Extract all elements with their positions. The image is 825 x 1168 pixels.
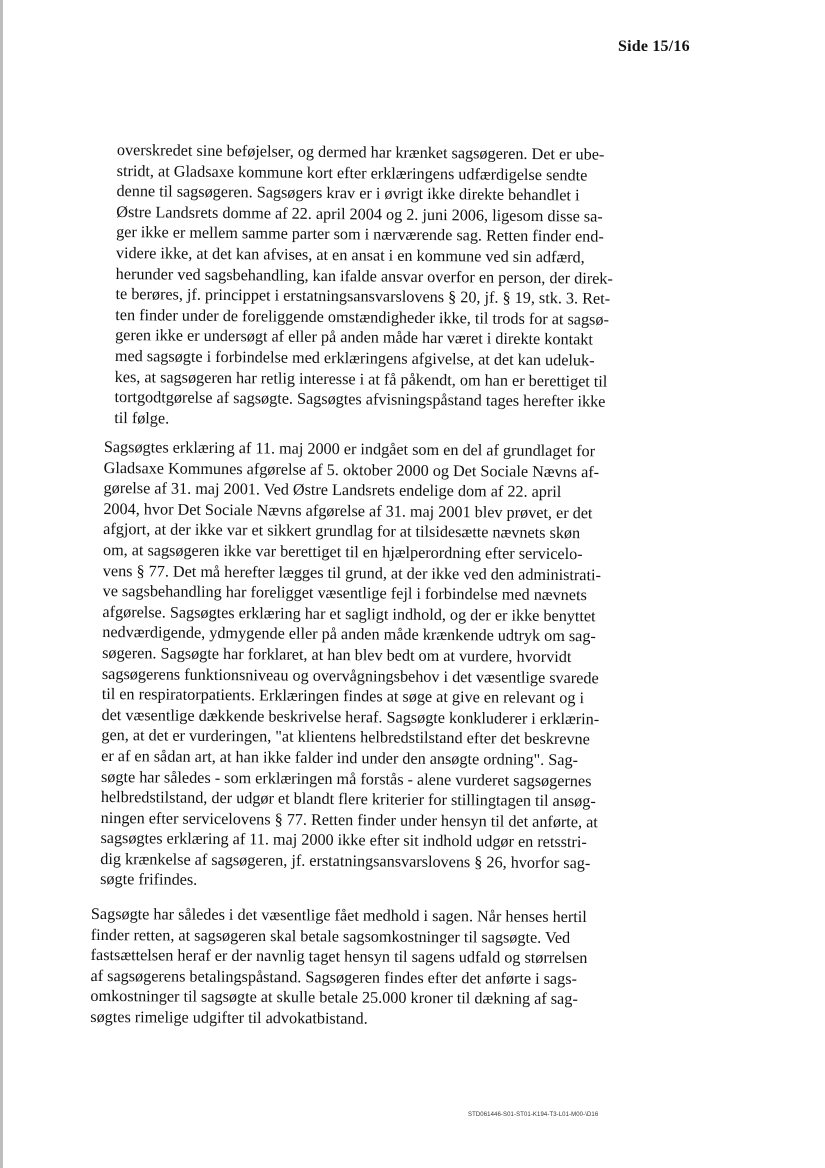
text-line: til følge.	[114, 408, 170, 428]
text-line: vens § 77. Det må herefter lægges til grund, at der ikke ved den administrati-	[102, 561, 601, 584]
text-line: geren ikke er undersøgt af eller på anden måde har været i direkte kontakt	[115, 326, 593, 349]
text-line: nedværdigende, ydmygende eller på anden måde krænkende udtryk om sag-	[102, 623, 596, 646]
text-line: Gladsaxe Kommunes afgørelse af 5. oktober 2000 og Det Sociale Nævns af-	[103, 458, 600, 481]
text-line: til en respiratorpatients. Erklæringen findes at søge at give en relevant og i	[101, 685, 585, 708]
text-line: søgtes rimelige udgifter til advokatbistand.	[90, 1007, 368, 1028]
text-line: herunder ved sagsbehandling, kan ifalde ansvar overfor en person, der direk-	[115, 264, 613, 288]
text-line: er af en sådan art, at han ikke falder ind under den ansøgte ordning". Sag-	[101, 746, 579, 770]
text-line: med sagsøgte i forbindelse med erklæringens afgivelse, at det kan udeluk-	[114, 346, 595, 370]
text-line: 2004, hvor Det Sociale Nævns afgørelse af 31. maj 2001 blev prøvet, er det	[103, 499, 593, 523]
paragraph	[100, 437, 602, 894]
text-line: om, at sagsøgeren ikke var berettiget til en hjælperordning efter servicelo-	[102, 540, 583, 564]
text-line: videre ikke, at det kan afvises, at en ansat i en kommune ved sin adfærd,	[115, 243, 585, 267]
text-line: denne til sagsøgeren. Sagsøgers krav er i øvrigt ikke direkte behandlet i	[116, 182, 580, 205]
document-code: STD061446-S01-ST01-K194-T3-L01-M00-\D16	[468, 1112, 599, 1118]
text-line: afgørelse. Sagsøgtes erklæring har et sagligt indhold, og der er ikke benyttet	[102, 602, 596, 626]
text-line: det væsentlige dækkende beskrivelse heraf. Sagsøgte konkluderer i erklærin-	[101, 705, 600, 729]
text-line: kes, at sagsøgeren har retlig interesse i at få påkendt, om han er berettiget til	[114, 367, 608, 391]
text-line: søgte frifindes.	[100, 870, 198, 890]
text-line: Østre Landsrets domme af 22. april 2004 og 2. juni 2006, ligesom disse sa-	[116, 202, 603, 226]
text-line: overskredet sine beføjelser, og dermed har krænket sagsøgeren. Det er ube-	[116, 140, 605, 164]
text-line: søgeren. Sagsøgte har forklaret, at han blev bedt om at vurdere, hvorvidt	[102, 643, 572, 667]
text-line: afgjort, at der ikke var et sikkert grundlag for at tilsidesætte nævnets skøn	[103, 520, 581, 543]
text-line: gen, at det er vurderingen, "at klientens helbredstilstand efter det beskrevne	[101, 726, 590, 749]
text-line: dig krænkelse af sagsøgeren, jf. erstatningsansvarslovens § 26, hvorfor sag-	[100, 849, 591, 873]
text-line: søgte har således - som erklæringen må forstås - alene vurderet sagsøgernes	[100, 767, 592, 790]
text-line: sagsøgerens funktionsniveau og overvågningsbehov i det væsentlige svarede	[101, 664, 599, 687]
text-line: gørelse af 31. maj 2001. Ved Østre Landsrets endelige dom af 22. april	[103, 479, 562, 502]
text-line: fastsættelsen heraf er der navnlig taget hensyn til sagens udfald og størrelsen	[90, 946, 588, 968]
text-line: af sagsøgerens betalingspåstand. Sagsøgeren findes efter det anførte i sags-	[90, 966, 577, 988]
text-line: helbredstilstand, der udgør et blandt flere kriterier for stillingtagen til ansøg-	[100, 788, 596, 811]
text-line: Sagsøgte har således i det væsentlige fået medhold i sagen. Når henses hertil	[90, 905, 587, 927]
text-line: stridt, at Gladsaxe kommune kort efter erklæringens udfærdigelse sendte	[116, 161, 588, 185]
text-line: sagsøgtes erklæring af 11. maj 2000 ikke efter sit indhold udgør en retsstri-	[100, 829, 587, 852]
text-line: ger ikke er mellem samme parter som i nærværende sag. Retten finder end-	[116, 223, 604, 247]
text-line: omkostninger til sagsøgte at skulle betale 25.000 kroner til dækning af sag-	[90, 987, 578, 1009]
text-line: finder retten, at sagsøgeren skal betale sagsomkostninger til sagsøgte. Ved	[90, 925, 571, 947]
text-line: ve sagsbehandling har foreligget væsentlige fejl i forbindelse med nævnets	[102, 582, 587, 605]
paragraph	[114, 140, 614, 433]
text-line: Sagsøgtes erklæring af 11. maj 2000 er indgået som en del af grundlaget for	[103, 437, 596, 461]
text-line: ten finder under de foreliggende omstændigheder ikke, til trods for at sagsø-	[115, 305, 609, 329]
text-line: ningen efter servicelovens § 77. Retten finder under hensyn til det anførte, at	[100, 808, 598, 832]
page-number: Side 15/16	[618, 38, 690, 55]
page-left-edge	[0, 0, 3, 1168]
paragraph	[90, 904, 587, 1031]
text-line: tortgodtgørelse af sagsøgte. Sagsøgtes afvisningspåstand tages herefter ikke	[114, 388, 606, 411]
text-line: te berøres, jf. princippet i erstatningsansvarslovens § 20, jf. § 19, stk. 3. Ret-	[115, 285, 611, 308]
